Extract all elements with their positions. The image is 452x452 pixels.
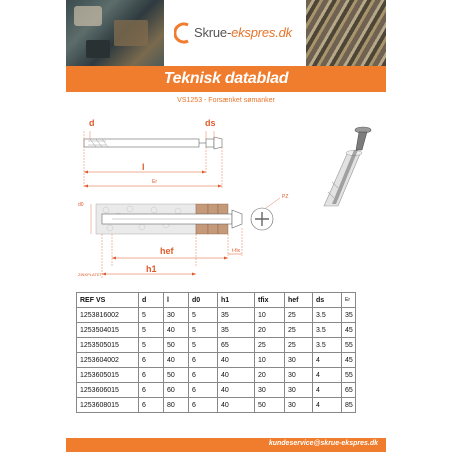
table-cell: 1253608015: [77, 398, 139, 413]
table-cell: 30: [255, 383, 285, 398]
dim-label-d: d: [89, 118, 95, 128]
table-cell: 65: [342, 383, 356, 398]
table-cell: 25: [285, 338, 313, 353]
table-cell: 40: [164, 323, 189, 338]
dim-label-h1: h1: [146, 264, 157, 274]
table-cell: 30: [285, 383, 313, 398]
title-banner: [66, 66, 386, 92]
dim-label-tfix: t-fix: [232, 248, 241, 254]
table-cell: 40: [164, 353, 189, 368]
product-subtitle: VS1253 - Forsænket sømanker: [177, 97, 275, 104]
brand-name: [194, 25, 292, 40]
table-cell: 30: [285, 353, 313, 368]
column-header: ds: [313, 293, 342, 308]
table-cell: 5: [139, 323, 164, 338]
column-header: h1: [218, 293, 255, 308]
column-header: hef: [285, 293, 313, 308]
brand-name-main: Skrue-: [194, 25, 232, 40]
tools-photo: [66, 0, 164, 66]
table-row: [77, 383, 356, 398]
table-cell: 6: [189, 398, 218, 413]
table-cell: 5: [189, 308, 218, 323]
table-cell: 10: [255, 308, 285, 323]
anchor-installed-section: [91, 198, 280, 278]
table-cell: 25: [255, 338, 285, 353]
table-body: [77, 308, 356, 413]
table-row: [77, 323, 356, 338]
table-cell: 30: [285, 398, 313, 413]
footer-bar: [66, 438, 386, 452]
table-cell: 65: [218, 338, 255, 353]
table-cell: 40: [218, 353, 255, 368]
table-cell: 80: [164, 398, 189, 413]
table-cell: 50: [255, 398, 285, 413]
table-cell: 6: [189, 368, 218, 383]
logo-arc-icon: [174, 22, 192, 44]
table-row: [77, 353, 356, 368]
table-cell: 1253605015: [77, 368, 139, 383]
table-cell: 35: [342, 308, 356, 323]
table-cell: 20: [255, 323, 285, 338]
table-cell: 1253604002: [77, 353, 139, 368]
table-row: [77, 368, 356, 383]
table-cell: 30: [164, 308, 189, 323]
technical-drawing: [66, 106, 386, 284]
table-cell: 1253505015: [77, 338, 139, 353]
table-cell: 25: [285, 308, 313, 323]
contact-email: kundeservice@skrue-ekspres.dk: [268, 440, 378, 447]
table-cell: 6: [139, 353, 164, 368]
table-header-row: [77, 293, 356, 308]
table-cell: 35: [218, 308, 255, 323]
table-cell: 40: [218, 368, 255, 383]
table-cell: 6: [189, 383, 218, 398]
dim-label-er: Er: [152, 179, 157, 185]
table-cell: 4: [313, 398, 342, 413]
column-header: d0: [189, 293, 218, 308]
page-title: Teknisk datablad: [163, 70, 289, 87]
table-cell: 55: [342, 368, 356, 383]
table-cell: 1253816002: [77, 308, 139, 323]
drawing-canvas: [66, 106, 386, 284]
table-cell: 25: [285, 323, 313, 338]
header-hero: [66, 0, 386, 66]
table-cell: 50: [164, 368, 189, 383]
table-cell: 6: [139, 383, 164, 398]
table-cell: 50: [164, 338, 189, 353]
table-cell: 4: [313, 353, 342, 368]
column-header: l: [164, 293, 189, 308]
table-cell: 1253504015: [77, 323, 139, 338]
column-header: d: [139, 293, 164, 308]
brand-name-accent: ekspres.dk: [231, 25, 292, 40]
table-cell: 5: [189, 323, 218, 338]
table-cell: 35: [218, 323, 255, 338]
table-cell: 30: [285, 368, 313, 383]
table-cell: 1253606015: [77, 383, 139, 398]
screws-photo: [306, 0, 386, 66]
table-cell: 4: [313, 368, 342, 383]
dim-label-hef: hef: [160, 246, 174, 256]
column-header: Er: [342, 293, 356, 308]
table-cell: 45: [342, 353, 356, 368]
table-cell: 3.5: [313, 323, 342, 338]
table-row: [77, 338, 356, 353]
table-cell: 6: [139, 368, 164, 383]
table-cell: 55: [342, 338, 356, 353]
material-note: ZINKPLATET: [78, 272, 102, 277]
table-cell: 60: [164, 383, 189, 398]
table-cell: 5: [189, 338, 218, 353]
dim-label-d0: d0: [78, 202, 84, 208]
table-cell: 40: [218, 383, 255, 398]
table-cell: 5: [139, 308, 164, 323]
table-row: [77, 398, 356, 413]
table-cell: 3.5: [313, 338, 342, 353]
table-cell: 3.5: [313, 308, 342, 323]
spec-table: [76, 292, 356, 413]
column-header: REF VS: [77, 293, 139, 308]
brand-logo: [164, 0, 306, 66]
table-cell: 20: [255, 368, 285, 383]
table-cell: 10: [255, 353, 285, 368]
table-cell: 6: [189, 353, 218, 368]
table-cell: 85: [342, 398, 356, 413]
dim-label-ds: ds: [205, 118, 216, 128]
anchor-3d-view: [324, 127, 371, 206]
table-cell: 4: [313, 383, 342, 398]
dim-label-l: l: [142, 162, 145, 172]
table-cell: 40: [218, 398, 255, 413]
column-header: tfix: [255, 293, 285, 308]
table-cell: 45: [342, 323, 356, 338]
table-cell: 6: [139, 398, 164, 413]
dim-label-pz: PZ: [282, 194, 289, 200]
table-cell: 5: [139, 338, 164, 353]
table-row: [77, 308, 356, 323]
